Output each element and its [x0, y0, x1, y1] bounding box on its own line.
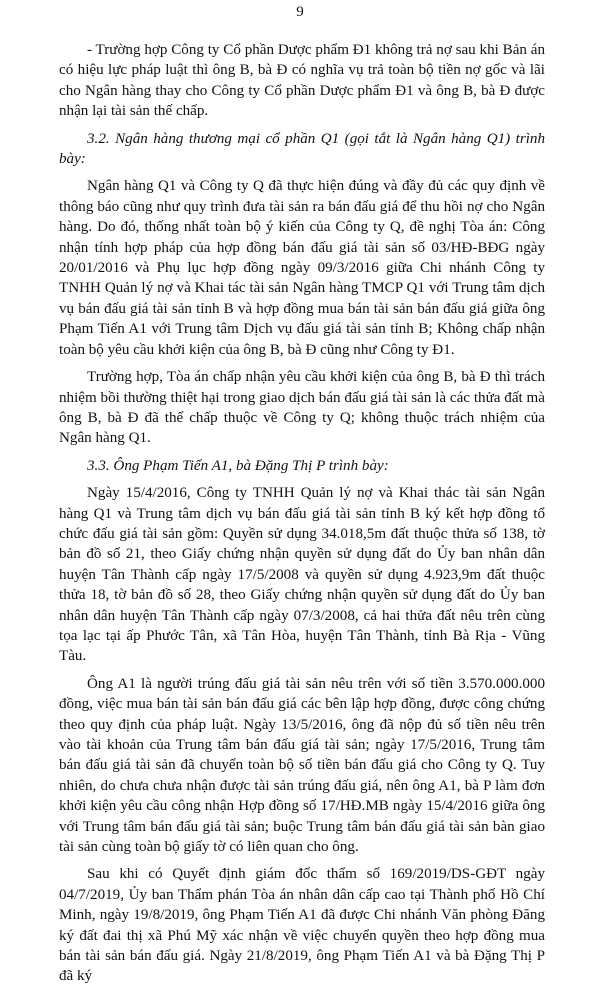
page-number: 9	[296, 4, 304, 20]
paragraph-winning-bid: Ông A1 là người trúng đấu giá tài sản nêu trên với số tiền 3.570.000.000 đồng, việc mua bán tài sản bán đấu giá các bên lập hợp đồng, được công chứng theo quy định của pháp luật. Ngày 13/5/2016, ông đã nộp đủ số tiền nêu trên vào tài khoản của Trung tâm bán đấu giá tài sản; ngày 17/5/2016, Trung tâm bán đấu giá tài sản đã chuyển toàn bộ số tiền bán đấu giá cho Công ty Q. Tuy nhiên, do chưa chưa nhận được tài sản trúng đấu giá, nên ông A1, bà P làm đơn khởi kiện yêu cầu công nhận Hợp đồng số 17/HĐ.MB ngày 15/4/2016 giữa ông với Trung tâm bán đấu giá tài sản; buộc Trung tâm bán đấu giá tài sản bàn giao tài sản cùng toàn bộ giấy tờ có liên quan cho ông.	[59, 675, 545, 856]
section-heading-3-3: 3.3. Ông Phạm Tiến A1, bà Đặng Thị P trình bày:	[87, 457, 389, 474]
document-body	[59, 40, 545, 994]
paragraph-bank-position: Ngân hàng Q1 và Công ty Q đã thực hiện đúng và đầy đủ các quy định về thông báo cũng như quy trình đưa tài sản ra bán đấu giá để thu hồi nợ cho Ngân hàng. Do đó, thống nhất toàn bộ ý kiến của Công ty Q, đề nghị Tòa án: Công nhận tính hợp pháp của hợp đồng bán đấu giá tài sản số 03/HĐ-BĐG ngày 20/01/2016 và Phụ lục hợp đồng ngày 09/3/2016 giữa Chi nhánh Công ty TNHH Quản lý nợ và Khai tác tài sản Ngân hàng TMCP Q1 với Trung tâm dịch vụ bán đấu giá tài sản tỉnh B và hợp đồng mua bán tài sản bán đấu giá giữa ông Phạm Tiến A1 với Trung tâm Dịch vụ đấu giá tài sản tỉnh B; Không chấp nhận toàn bộ yêu cầu khởi kiện của ông B, bà Đ cũng như Công ty Đ1.	[59, 178, 545, 358]
paragraph-repayment-obligation: - Trường hợp Công ty Cổ phần Dược phẩm Đ1 không trả nợ sau khi Bản án có hiệu lực pháp luật thì ông B, bà Đ có nghĩa vụ trả toàn bộ tiền nợ gốc và lãi cho Ngân hàng thay cho Công ty Cổ phần Dược phẩm Đ1 và ông B, bà Đ được nhận lại tài sản thế chấp.	[59, 42, 545, 120]
paragraph-auction-contract: Ngày 15/4/2016, Công ty TNHH Quản lý nợ và Khai thác tài sản Ngân hàng Q1 và Trung tâm dịch vụ bán đấu giá tài sản tỉnh B ký kết hợp đồng tổ chức đấu giá tài sản gồm: Quyền sử dụng 34.018,5m đất thuộc thửa số 138, tờ bản đồ số 21, theo Giấy chứng nhận quyền sử dụng đất do Ủy ban nhân dân huyện Tân Thành cấp ngày 17/5/2008 và quyền sử dụng 4.923,9m đất thuộc thửa 18, tờ bản đồ số 28, theo Giấy chứng nhận quyền sử dụng đất do Ủy ban nhân dân huyện Tân Thành cấp ngày 07/3/2008, cả hai thửa đất nêu trên cùng tọa lạc tại ấp Phước Tân, xã Tân Hòa, huyện Tân Thành, tỉnh Bà Rịa - Vũng Tàu.	[59, 485, 545, 665]
paragraph-cassation-decision: Sau khi có Quyết định giám đốc thẩm số 169/2019/DS-GĐT ngày 04/7/2019, Ủy ban Thẩm phán Tòa án nhân dân cấp cao tại Thành phố Hồ Chí Minh, ngày 19/8/2019, ông Phạm Tiến A1 đã được Chi nhánh Văn phòng Đăng ký đất đai thị xã Phú Mỹ xác nhận về việc chuyển quyền theo hợp đồng mua bán tài sản bán đấu giá. Ngày 21/8/2019, ông Phạm Tiến A1 và bà Đặng Thị P đã ký	[59, 866, 545, 985]
paragraph-compensation-responsibility: Trường hợp, Tòa án chấp nhận yêu cầu khởi kiện của ông B, bà Đ thì trách nhiệm bồi thường thiệt hại trong giao dịch bán đấu giá tài sản là các thửa đất mà ông B, bà Đ đã thế chấp thuộc về Công ty Q; không thuộc trách nhiệm của Ngân hàng Q1.	[59, 369, 545, 447]
section-heading-3-2: 3.2. Ngân hàng thương mại cổ phần Q1 (gọi tắt là Ngân hàng Q1) trình bày:	[59, 130, 545, 168]
